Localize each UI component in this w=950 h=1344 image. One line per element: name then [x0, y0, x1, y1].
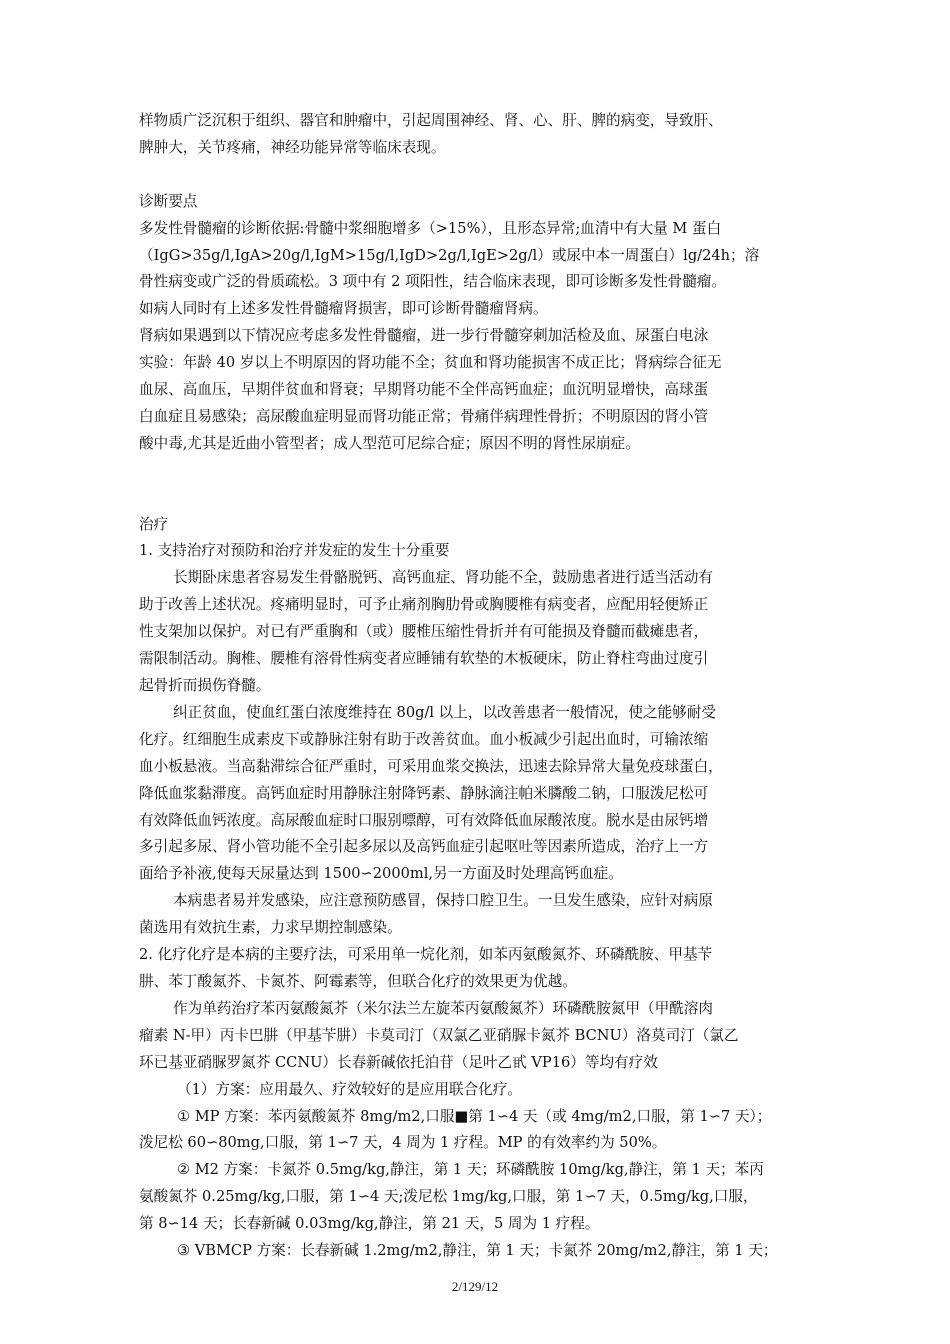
text-line: 纠正贫血，使血红蛋白浓度维持在 80g/l 以上，以改善患者一般情况，使之能够耐受	[173, 703, 716, 721]
text-line: 实验：年龄 40 岁以上不明原因的肾功能不全；贫血和肾功能损害不成正比；肾病综合征无	[139, 354, 722, 372]
text-line: 长期卧床患者容易发生骨骼脱钙、高钙血症、肾功能不全，鼓励患者进行适当活动有	[173, 569, 713, 587]
text-line: 多引起多尿、肾小管功能不全引起多尿以及高钙血症引起呕吐等因素所造成，治疗上一方	[139, 838, 709, 856]
text-line: 需限制活动。胸椎、腰椎有溶骨性病变者应睡铺有软垫的木板硬床，防止脊柱弯曲过度引	[139, 650, 709, 668]
text-line: 血尿、高血压，早期伴贫血和肾衰；早期肾功能不全伴高钙血症；血沉明显增快，高球蛋	[139, 381, 709, 399]
text-line: ③ VBMCP 方案：长春新碱 1.2mg/m2,静注，第 1 天；卡氮芥 20mg/m2,静注，第 1 天；	[177, 1242, 778, 1260]
text-line: 有效降低血钙浓度。高尿酸血症时口服别嘌醇，可有效降低血尿酸浓度。脱水是由尿钙增	[139, 811, 709, 829]
text-line: 肾病如果遇到以下情况应考虑多发性骨髓瘤，进一步行骨髓穿刺加活检及血、尿蛋白电泳	[139, 327, 709, 345]
text-line: （1）方案：应用最久、疗效较好的是应用联合化疗。	[177, 1080, 522, 1098]
text-line: 酸中毒,尤其是近曲小管型者；成人型范可尼综合症；原因不明的肾性尿崩症。	[139, 434, 640, 452]
text-line: 起骨折而损伤脊髓。	[139, 677, 271, 694]
section-heading: 诊断要点	[139, 192, 198, 210]
subsection-heading: 1. 支持治疗对预防和治疗并发症的发生十分重要	[139, 542, 450, 560]
text-line: 化疗。红细胞生成素皮下或静脉注射有助于改善贫血。血小板减少引起出血时，可输浓缩	[139, 730, 709, 748]
text-line: 菌选用有效抗生素，力求早期控制感染。	[139, 919, 402, 937]
text-line: 第 8∽14 天；长春新碱 0.03mg/kg,静注，第 21 天，5 周为 1 疗程。	[139, 1215, 600, 1233]
subsection-heading: 2. 化疗化疗是本病的主要疗法，可采用单一烷化剂，如苯丙氨酸氮芥、环磷酰胺、甲基苄	[139, 946, 713, 964]
text-line: 血小板悬液。当高黏滞综合征严重时，可采用血浆交换法，迅速去除异常大量免疫球蛋白，	[139, 757, 723, 775]
text-line: ② M2 方案：卡氮芥 0.5mg/kg,静注，第 1 天；环磷酰胺 10mg/kg,静注，第 1 天；苯丙	[177, 1161, 764, 1179]
text-line: 瘤素 N-甲）丙卡巴肼（甲基苄肼）卡莫司汀（双氯乙亚硝脲卡氮芥 BCNU）洛莫司汀（氯乙	[139, 1026, 739, 1044]
blank-lines	[139, 458, 819, 512]
text-line: 面给予补液,使每天尿量达到 1500∽2000ml,另一方面及时处理高钙血症。	[139, 865, 623, 883]
text-line: （IgG>35g/l,IgA>20g/l,IgM>15g/l,IgD>2g/l,IgE>2g/l）或尿中本一周蛋白）lg/24h；溶	[139, 246, 760, 264]
text-line: 作为单药治疗苯丙氨酸氮芥（米尔法兰左旋苯丙氨酸氮芥）环磷酰胺氮甲（甲酰溶肉	[173, 999, 713, 1017]
text-line: 样物质广泛沉积于组织、器官和肿瘤中，引起周围神经、肾、心、肝、脾的病变，导致肝、	[139, 112, 723, 129]
text-line: 多发性骨髓瘤的诊断依据:骨髓中浆细胞增多（>15%），且形态异常;血清中有大量 M 蛋白	[139, 219, 722, 237]
text-line: 环已基亚硝脲罗氮芥 CCNU）长春新碱依托泊苷（足叶乙甙 VP16）等均有疗效	[139, 1053, 658, 1071]
page-number: 2/129/12	[451, 1279, 499, 1294]
text-line: 助于改善上述状况。疼痛明显时，可予止痛剂胸肋骨或胸腰椎有病变者，应配用轻便矫正	[139, 596, 709, 614]
text-line: 性支架加以保护。对已有严重胸和（或）腰椎压缩性骨折并有可能损及脊髓而截瘫患者，	[139, 623, 709, 641]
text-line: 脾肿大，关节疼痛，神经功能异常等临床表现。	[139, 138, 446, 156]
text-line: ① MP 方案：苯丙氨酸氮芥 8mg/m2,口服■第 1∽4 天（或 4mg/m2,口服，第 1∽7 天）；	[177, 1107, 772, 1125]
blank-line	[139, 162, 819, 189]
document-body	[139, 108, 819, 1265]
text-line: 降低血浆黏滞度。高钙血症时用静脉注射降钙素、静脉滴注帕米膦酸二钠，口服泼尼松可	[139, 784, 709, 802]
text-line: 白血症且易感染；高尿酸血症明显而肾功能正常；骨痛伴病理性骨折；不明原因的肾小管	[139, 407, 709, 425]
text-line: 骨性病变或广泛的骨质疏松。3 项中有 2 项阳性，结合临床表现，即可诊断多发性骨髓瘤。	[139, 273, 727, 291]
section-heading: 治疗	[139, 515, 169, 533]
text-line: 本病患者易并发感染，应注意预防感冒，保持口腔卫生。一旦发生感染，应针对病原	[173, 892, 713, 910]
text-line: 氨酸氮芥 0.25mg/kg,口服，第 1∽4 天;泼尼松 1mg/kg,口服，第 1∽7 天，0.5mg/kg,口服，	[139, 1188, 758, 1206]
text-line: 肼、苯丁酸氮芥、卡氮芥、阿霉素等，但联合化疗的效果更为优越。	[139, 972, 577, 990]
text-line: 如病人同时有上述多发性骨髓瘤肾损害，即可诊断骨髓瘤肾病。	[139, 300, 548, 318]
text-line: 泼尼松 60∽80mg,口服，第 1∽7 天，4 周为 1 疗程。MP 的有效率约为 50%。	[139, 1134, 667, 1152]
